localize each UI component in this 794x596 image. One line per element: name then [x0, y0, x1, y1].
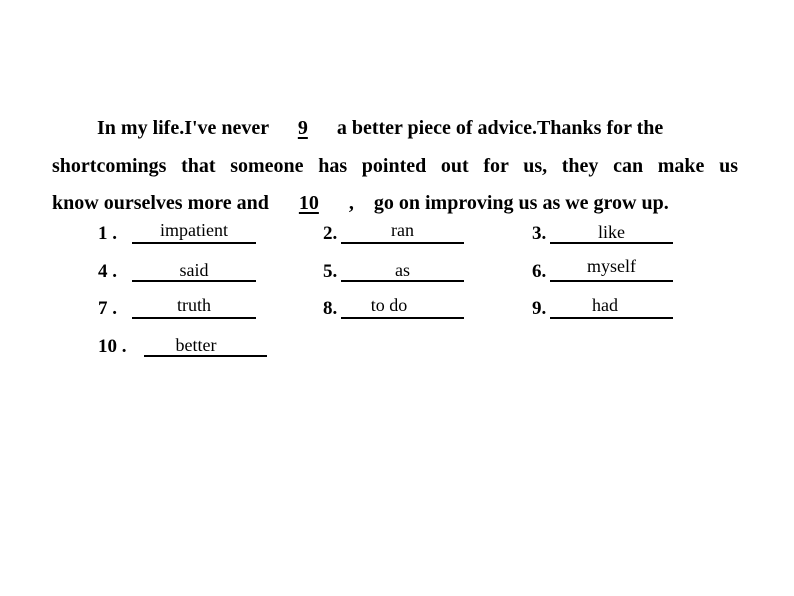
passage-text: In my life.I've never	[97, 117, 274, 139]
passage-text: know ourselves more and	[52, 192, 274, 214]
answer-text: impatient	[160, 220, 228, 240]
answer-line	[341, 280, 464, 282]
answer-text: like	[598, 222, 625, 242]
passage-line-3	[52, 193, 738, 213]
answer-number: 7 .	[98, 298, 117, 319]
answer-item-7	[98, 287, 258, 327]
answer-number: 4 .	[98, 261, 117, 282]
answer-line	[550, 317, 673, 319]
answer-number: 2.	[323, 223, 338, 244]
answer-text: had	[592, 295, 618, 315]
answer-number: 6.	[532, 261, 547, 282]
answer-number: 1 .	[98, 223, 117, 244]
answer-text: truth	[177, 295, 211, 315]
answer-text: said	[179, 260, 209, 280]
answer-item-2	[323, 212, 468, 252]
passage-text: a better piece of advice.Thanks for the	[331, 117, 664, 139]
answer-line	[132, 242, 256, 244]
answer-line	[132, 317, 256, 319]
answer-number: 3.	[532, 223, 547, 244]
answer-item-5	[323, 250, 468, 290]
answer-line	[144, 355, 267, 357]
answer-line	[550, 280, 673, 282]
passage-line-2: shortcomings that someone has pointed out for us, they can make us	[52, 155, 738, 177]
answer-item-4	[98, 250, 258, 290]
answer-text: better	[175, 335, 217, 355]
answer-item-3	[532, 212, 677, 252]
blank-10: 10	[298, 192, 319, 214]
blank-9: 9	[297, 117, 308, 139]
answer-line	[341, 242, 464, 244]
answer-item-10	[98, 325, 270, 365]
answer-number: 5.	[323, 261, 338, 282]
answer-line	[132, 280, 256, 282]
passage-text: , go on improving us as we grow up.	[343, 192, 669, 214]
answer-number: 10 .	[98, 336, 127, 357]
answer-number: 8.	[323, 298, 338, 319]
answer-item-1	[98, 212, 258, 252]
answer-number: 9.	[532, 298, 547, 319]
passage-line-1	[52, 118, 738, 138]
answer-line	[341, 317, 464, 319]
answer-item-9	[532, 287, 677, 327]
answer-line	[550, 242, 673, 244]
answer-text: as	[395, 260, 410, 280]
answer-text: myself	[587, 256, 636, 276]
answer-item-6	[532, 250, 677, 290]
answer-text: to do	[370, 295, 408, 315]
answer-item-8	[323, 287, 468, 327]
answer-text: ran	[391, 220, 414, 240]
